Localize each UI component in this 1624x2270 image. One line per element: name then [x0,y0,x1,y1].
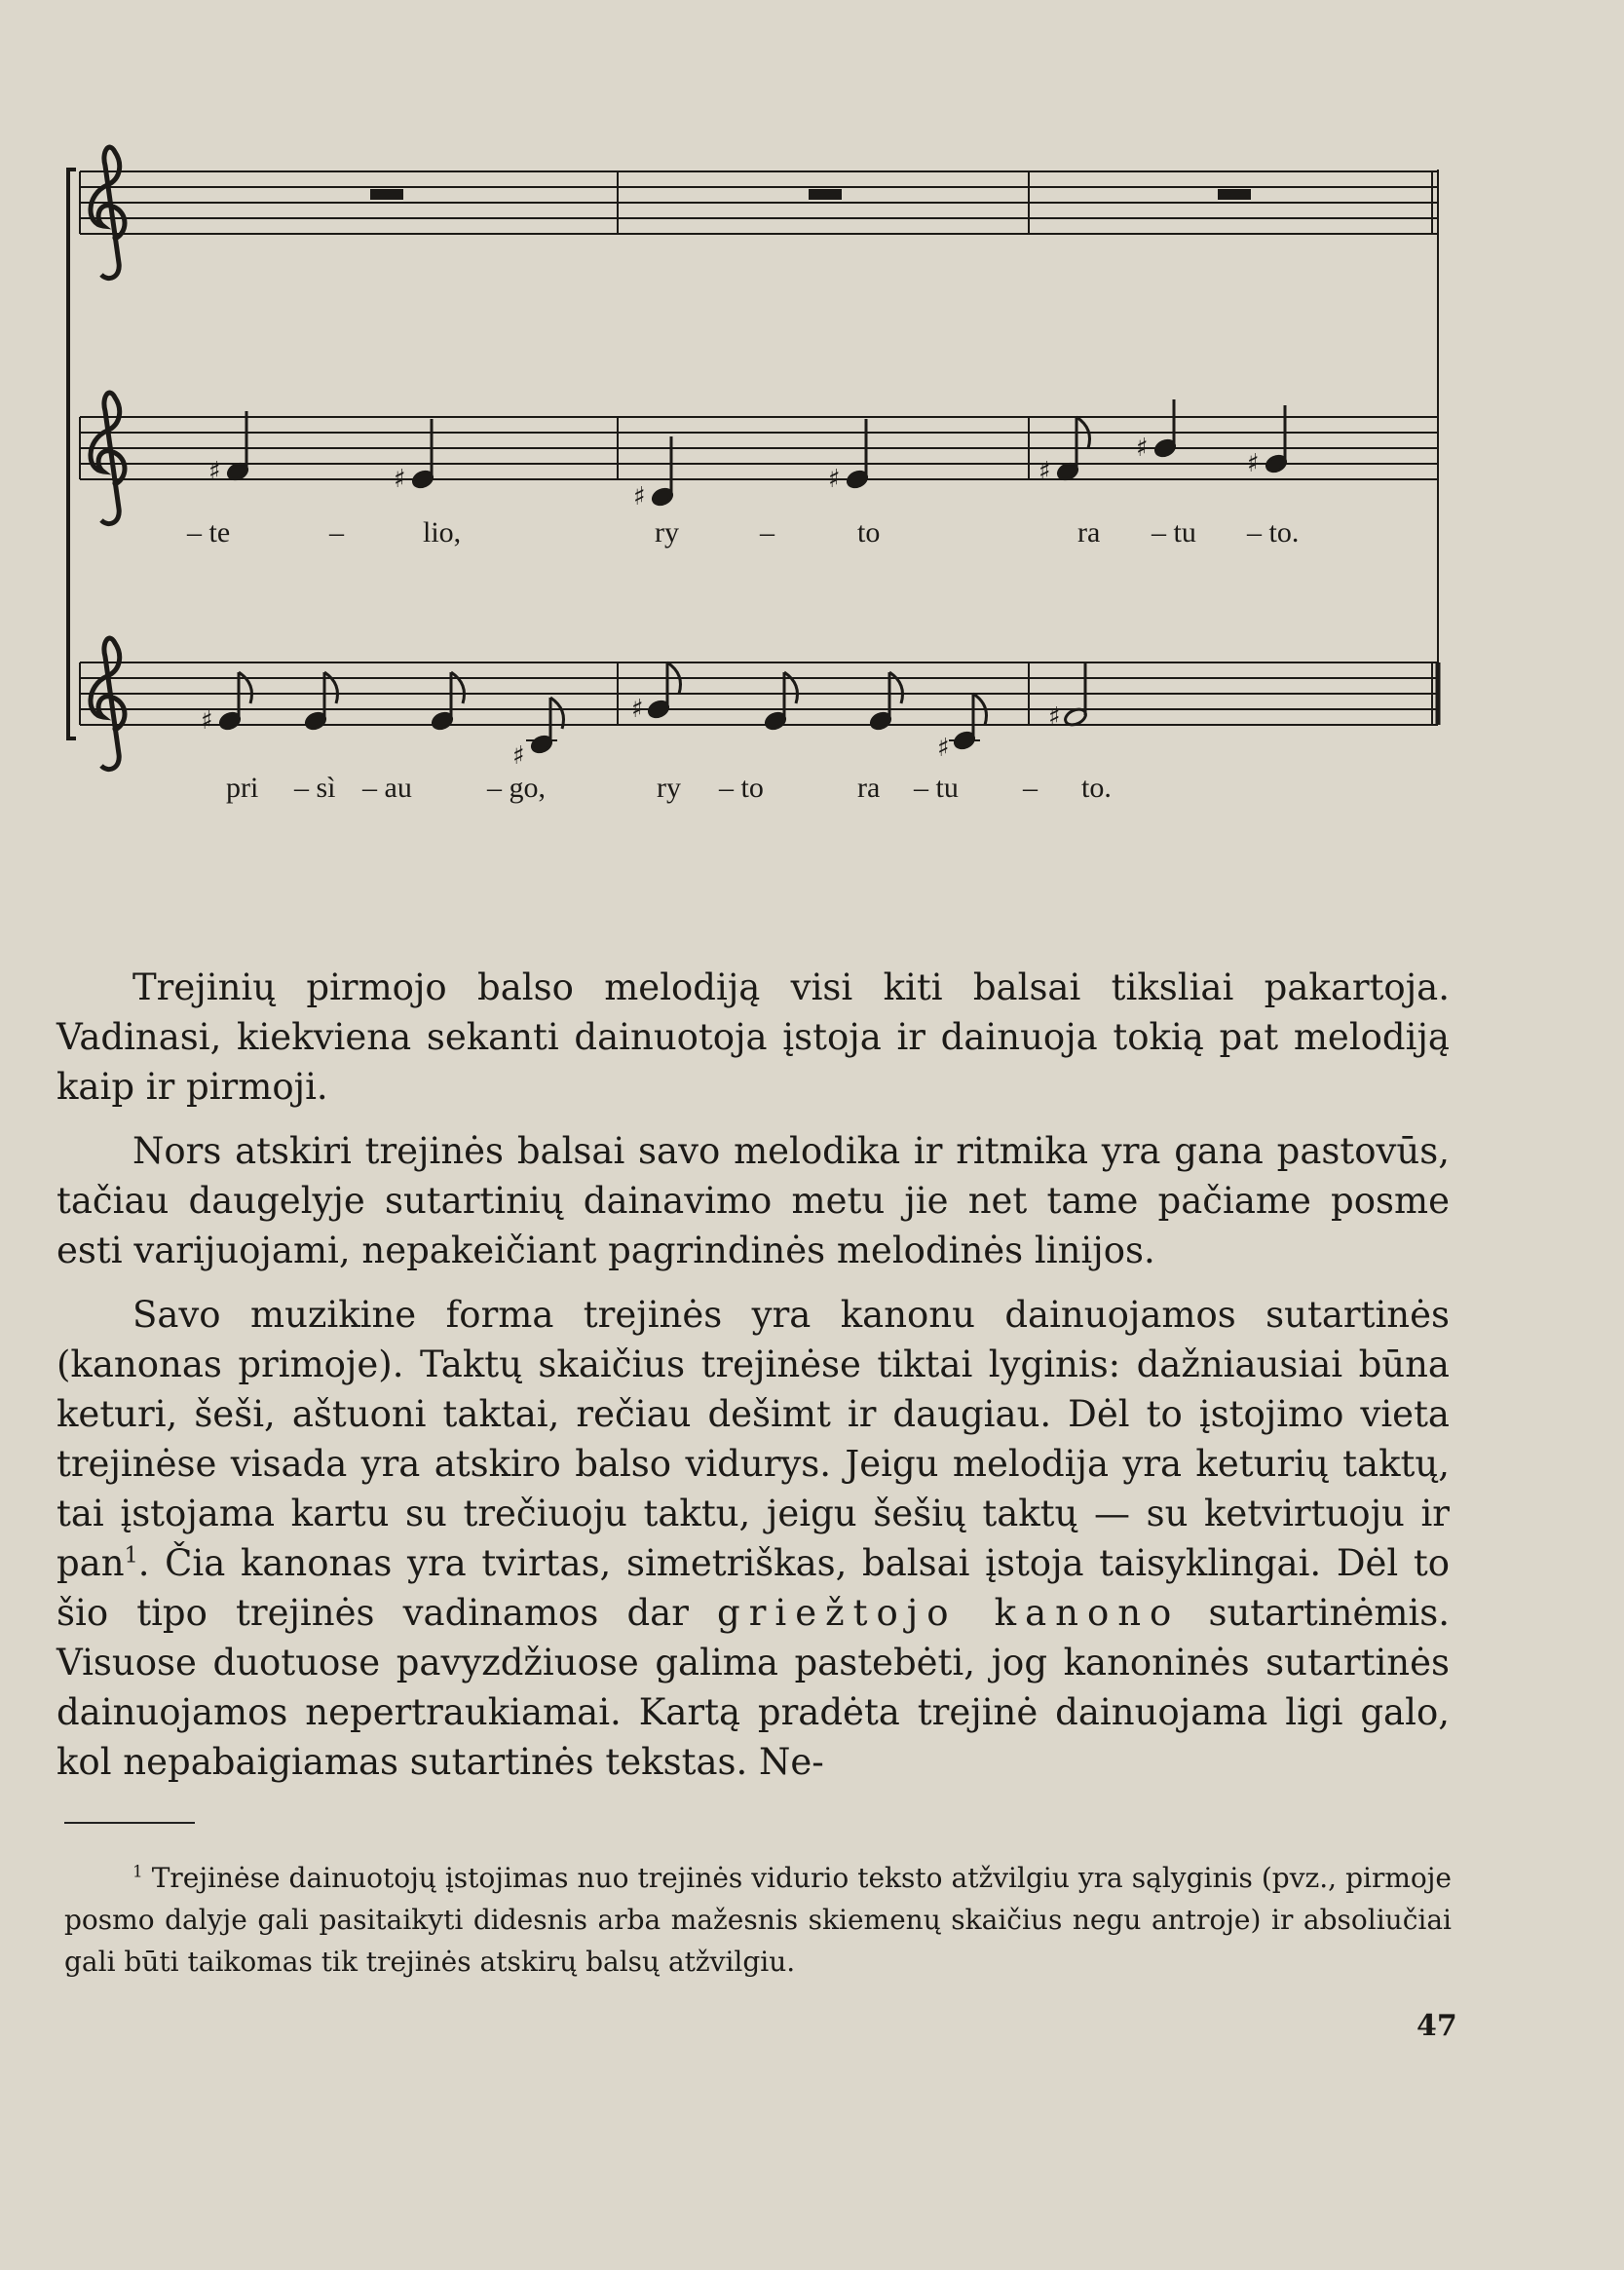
lyric-syllable: – tu [1152,516,1196,549]
staff-3 [80,638,1438,771]
whole-rest-icon [1218,189,1251,200]
svg-text:♯: ♯ [631,695,644,724]
lyric-syllable: – [1023,772,1038,804]
system-bracket [68,170,76,738]
lyric-syllable: – tu [914,772,959,804]
svg-text:♯: ♯ [633,482,646,511]
lyric-syllable: – sì [294,772,336,804]
footnote-text: Trejinėse dainuotojų įstojimas nuo trejinės vidurio teksto atžvilgiu yra sąlyginis (pvz., pirmoje posmo dalyje gali pasitaikyti didesnis arba mažesnis skiemenų skaičius negu antroje) ir absoliučiai gali būti taikomas tik trejinės atskirų balsų atžvilgiu. [64,1862,1452,1978]
staff-1 [80,147,1438,279]
footnote [64,1857,1452,1983]
lyrics-staff-3 [226,772,1112,804]
svg-text:♯: ♯ [1136,434,1149,463]
svg-text:♯: ♯ [201,706,213,736]
lyric-syllable: ra [1077,516,1101,549]
svg-text:♯: ♯ [828,465,841,494]
lyrics-staff-2 [186,516,1299,549]
staff-2 [80,393,1438,524]
emphasized-term: griežtojo kanono [717,1592,1181,1634]
paragraph: Nors atskiri trejinės balsai savo melodika ir ritmika yra gana pastovūs, tačiau daugelyje sutartinių dainavimo metu jie net tame pačiame posme esti varijuojami, nepakeičiant pagrindinės melodinės linijos. [57,1130,1450,1271]
lyric-syllable: to [857,516,881,549]
lyric-syllable: – [329,516,344,549]
footnote-divider [64,1822,195,1824]
paragraph: Savo muzikine forma trejinės yra kanonu dainuojamos sutartinės (kanonas primoje). Taktų skaičius trejinėse tiktai lyginis: dažniausiai būna keturi, šeši, aštuoni taktai, rečiau dešimt ir daugiau. Dėl to įstojimo vieta trejinėse visada yra atskiro balso vidurys. Jeigu melodija yra keturių taktų, tai įstojama kartu su trečiuoju taktu, jeigu šešių taktų — su ketvirtuoju ir pan$^1$. Čia kanonas yra tvirtas, simetriškas, balsai įstoja taisyklingai. Dėl to šio tipo trejinės vadinamos dar griežtojo kanono sutartinėmis. Visuose duotuose pavyzdžiuose galima pastebėti, jog kanoninės sutartinės dainuojamos nepertraukiamai. Kartą pradėta trejinė dainuojama ligi galo, kol nepabaigiamas sutartinės tekstas. Ne- [57,1294,1451,1783]
lyric-syllable: to. [1081,772,1112,804]
whole-rest-icon [809,189,842,200]
whole-rest-icon [370,189,403,200]
page-number: 47 [1416,2009,1457,2043]
svg-text:♯: ♯ [1048,702,1061,732]
lyric-syllable: lio, [423,516,462,549]
svg-text:♯: ♯ [937,734,950,763]
svg-text:♯: ♯ [512,741,525,771]
footnote-reference: 1 [124,1542,138,1569]
lyric-syllable: pri [226,772,259,804]
svg-text:♯: ♯ [208,457,221,486]
lyric-syllable: ra [857,772,881,804]
lyric-syllable: – to [719,772,764,804]
lyric-syllable: – to. [1247,516,1300,549]
paragraph: Trejinių pirmojo balso melodiją visi kiti balsai tiksliai pakartoja. Vadinasi, kiekviena sekanti dainuotoja įstoja ir dainuoja tokią pat melodiją kaip ir pirmoji. [57,966,1450,1108]
svg-text:♯: ♯ [1247,449,1260,478]
treble-clef-icon [91,638,125,770]
lyric-syllable: – au [362,772,412,804]
treble-clef-icon [91,393,125,524]
lyric-syllable: ry [657,772,681,804]
lyric-syllable: – te [187,516,231,549]
music-score [0,0,1624,857]
lyric-syllable: – [760,516,774,549]
body-text [57,963,1450,1801]
svg-text:♯: ♯ [1039,457,1051,486]
lyric-syllable: ry [655,516,679,549]
treble-clef-icon [91,147,125,279]
svg-text:♯: ♯ [394,465,406,494]
footnote-marker: 1 [132,1861,143,1881]
lyric-syllable: – go, [487,772,546,804]
